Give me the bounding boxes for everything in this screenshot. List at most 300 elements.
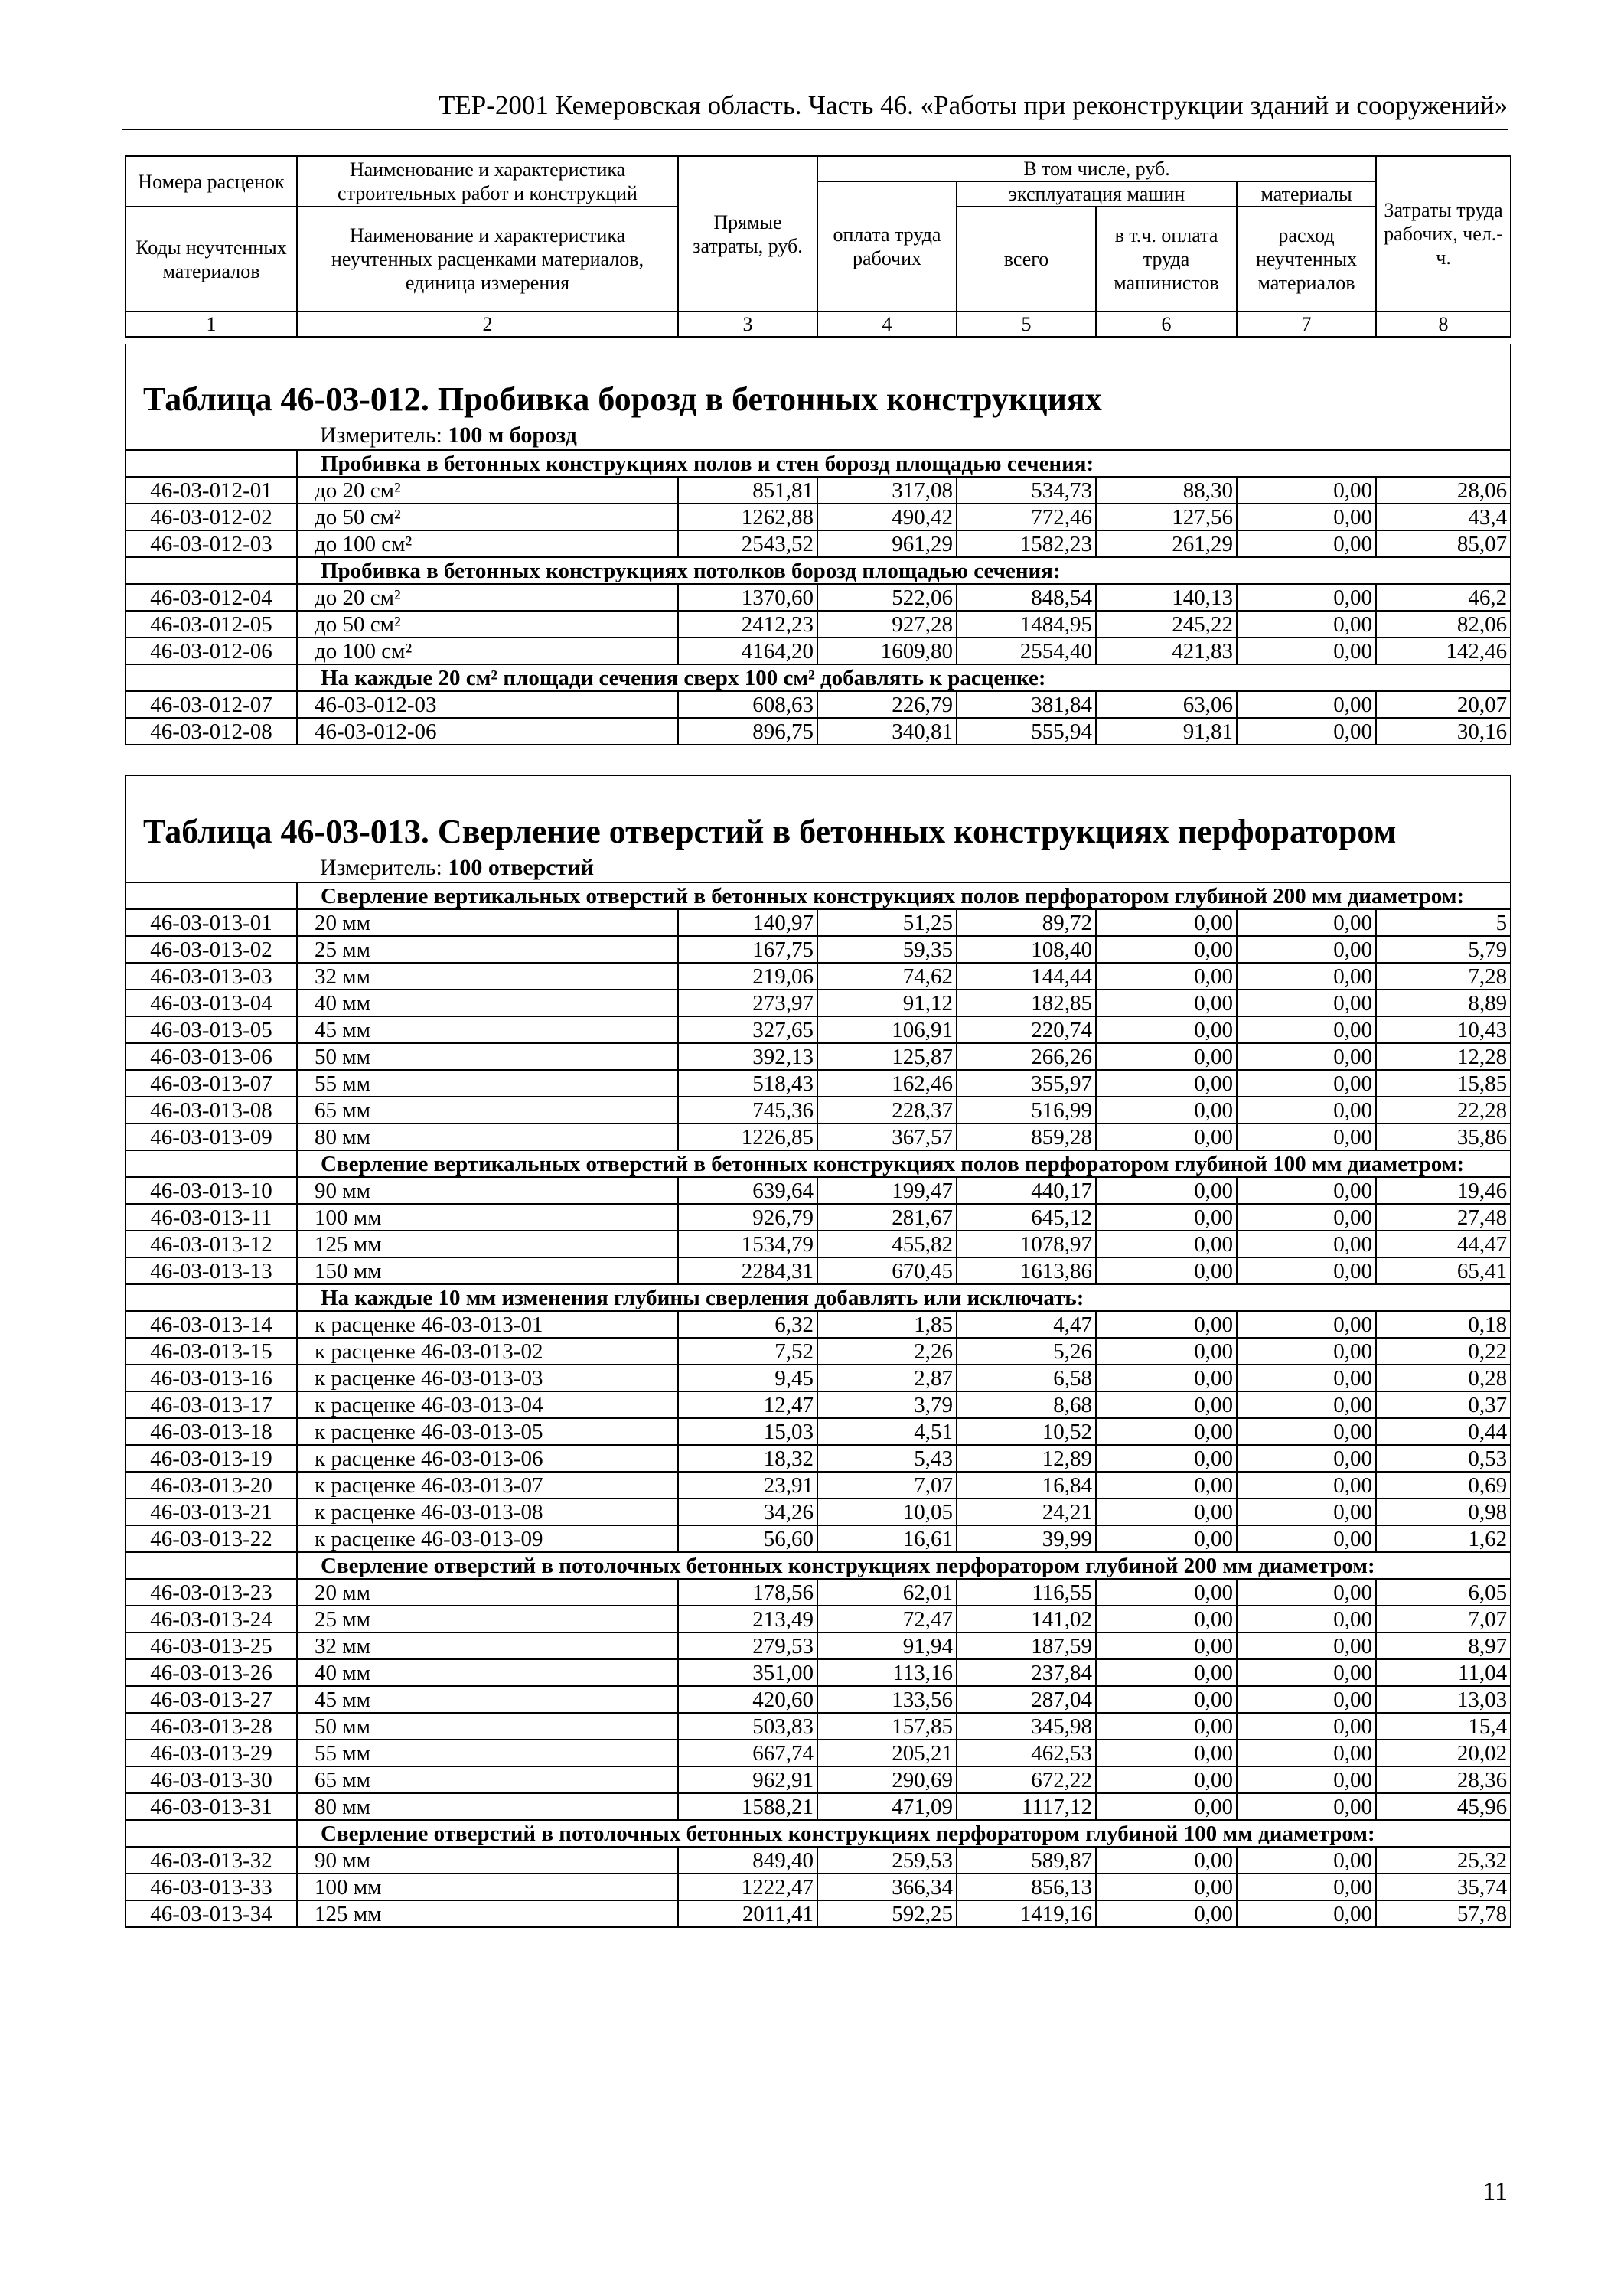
- machinist-pay: 0,00: [1096, 1713, 1237, 1740]
- materials-use: 0,00: [1237, 909, 1376, 936]
- table-row: [126, 1418, 1511, 1445]
- table-row: [126, 1740, 1511, 1766]
- direct-costs: 896,75: [678, 718, 817, 745]
- materials-use: 0,00: [1237, 611, 1376, 638]
- table-row: [126, 1445, 1511, 1472]
- table-row: [126, 1177, 1511, 1204]
- rate-tables: [125, 344, 1510, 1928]
- rate-code: 46-03-012-05: [126, 611, 297, 638]
- machine-total: 1419,16: [957, 1900, 1096, 1927]
- machinist-pay: 0,00: [1096, 1874, 1237, 1900]
- materials-use: 0,00: [1237, 936, 1376, 963]
- materials-use: 0,00: [1237, 1097, 1376, 1124]
- table-row: [126, 1231, 1511, 1257]
- group-row-code-cell: [126, 1552, 297, 1579]
- rate-code: 46-03-013-02: [126, 936, 297, 963]
- labor-costs: 0,44: [1376, 1418, 1511, 1445]
- worker-pay: 5,43: [817, 1445, 957, 1472]
- group-row-code-cell: [126, 1820, 297, 1847]
- work-description: 20 мм: [297, 1579, 678, 1606]
- rate-code: 46-03-012-03: [126, 530, 297, 557]
- rate-code: 46-03-013-09: [126, 1124, 297, 1150]
- labor-costs: 45,96: [1376, 1793, 1511, 1820]
- labor-costs: 30,16: [1376, 718, 1511, 745]
- rate-code: 46-03-013-01: [126, 909, 297, 936]
- rate-code: 46-03-013-28: [126, 1713, 297, 1740]
- labor-costs: 11,04: [1376, 1659, 1511, 1686]
- rate-code: 46-03-012-02: [126, 504, 297, 530]
- table-row: [126, 1766, 1511, 1793]
- table-row: [126, 691, 1511, 718]
- labor-costs: 82,06: [1376, 611, 1511, 638]
- machinist-pay: 421,83: [1096, 638, 1237, 664]
- worker-pay: 1609,80: [817, 638, 957, 664]
- rate-code: 46-03-013-10: [126, 1177, 297, 1204]
- worker-pay: 74,62: [817, 963, 957, 990]
- materials-use: 0,00: [1237, 1391, 1376, 1418]
- labor-costs: 0,98: [1376, 1499, 1511, 1525]
- table-row: [126, 1016, 1511, 1043]
- materials-use: 0,00: [1237, 1900, 1376, 1927]
- machinist-pay: 0,00: [1096, 1231, 1237, 1257]
- labor-costs: 65,41: [1376, 1257, 1511, 1284]
- worker-pay: 16,61: [817, 1525, 957, 1552]
- materials-use: 0,00: [1237, 1177, 1376, 1204]
- worker-pay: 199,47: [817, 1177, 957, 1204]
- work-description: 25 мм: [297, 936, 678, 963]
- materials-use: 0,00: [1237, 1016, 1376, 1043]
- header-material-codes: Коды неучтенных материалов: [126, 207, 297, 311]
- labor-costs: 12,28: [1376, 1043, 1511, 1070]
- labor-costs: 13,03: [1376, 1686, 1511, 1713]
- unit-value: 100 отверстий: [448, 855, 595, 880]
- table-row: [126, 1043, 1511, 1070]
- machine-total: 859,28: [957, 1124, 1096, 1150]
- labor-costs: 85,07: [1376, 530, 1511, 557]
- direct-costs: 420,60: [678, 1686, 817, 1713]
- group-title: На каждые 20 см² площади сечения сверх 100 см² добавлять к расценке:: [297, 664, 1511, 691]
- worker-pay: 106,91: [817, 1016, 957, 1043]
- table-row: [126, 1338, 1511, 1365]
- worker-pay: 259,53: [817, 1847, 957, 1874]
- labor-costs: 0,22: [1376, 1338, 1511, 1365]
- materials-use: 0,00: [1237, 1418, 1376, 1445]
- materials-use: 0,00: [1237, 1847, 1376, 1874]
- direct-costs: 18,32: [678, 1445, 817, 1472]
- labor-costs: 8,89: [1376, 990, 1511, 1016]
- machine-total: 4,47: [957, 1311, 1096, 1338]
- materials-use: 0,00: [1237, 990, 1376, 1016]
- work-description: до 50 см²: [297, 504, 678, 530]
- work-description: 90 мм: [297, 1177, 678, 1204]
- table-row: [126, 990, 1511, 1016]
- header-unaccounted-materials: расход неучтенных материалов: [1237, 207, 1376, 311]
- worker-pay: 113,16: [817, 1659, 957, 1686]
- machinist-pay: 91,81: [1096, 718, 1237, 745]
- machine-total: 39,99: [957, 1525, 1096, 1552]
- group-row-code-cell: [126, 1284, 297, 1311]
- table-row: [126, 1606, 1511, 1632]
- machine-total: 287,04: [957, 1686, 1096, 1713]
- work-description: до 100 см²: [297, 638, 678, 664]
- group-row-code-cell: [126, 1150, 297, 1177]
- labor-costs: 7,28: [1376, 963, 1511, 990]
- direct-costs: 273,97: [678, 990, 817, 1016]
- header-col-number: 2: [297, 311, 678, 337]
- machine-total: 266,26: [957, 1043, 1096, 1070]
- labor-costs: 22,28: [1376, 1097, 1511, 1124]
- work-description: 40 мм: [297, 990, 678, 1016]
- work-description: до 50 см²: [297, 611, 678, 638]
- table-caption-row: [126, 344, 1511, 422]
- worker-pay: 670,45: [817, 1257, 957, 1284]
- machine-total: 1117,12: [957, 1793, 1096, 1820]
- worker-pay: 7,07: [817, 1472, 957, 1499]
- rate-code: 46-03-013-03: [126, 963, 297, 990]
- worker-pay: 10,05: [817, 1499, 957, 1525]
- work-description: к расценке 46-03-013-08: [297, 1499, 678, 1525]
- materials-use: 0,00: [1237, 1499, 1376, 1525]
- rate-code: 46-03-013-17: [126, 1391, 297, 1418]
- machine-total: 10,52: [957, 1418, 1096, 1445]
- machine-total: 1078,97: [957, 1231, 1096, 1257]
- rate-code: 46-03-013-06: [126, 1043, 297, 1070]
- work-description: к расценке 46-03-013-03: [297, 1365, 678, 1391]
- machine-total: 772,46: [957, 504, 1096, 530]
- materials-use: 0,00: [1237, 1525, 1376, 1552]
- materials-use: 0,00: [1237, 1686, 1376, 1713]
- rate-code: 46-03-012-07: [126, 691, 297, 718]
- rate-code: 46-03-013-16: [126, 1365, 297, 1391]
- labor-costs: 46,2: [1376, 584, 1511, 611]
- direct-costs: 178,56: [678, 1579, 817, 1606]
- rate-code: 46-03-013-25: [126, 1632, 297, 1659]
- table-row: [126, 1632, 1511, 1659]
- work-description: к расценке 46-03-013-04: [297, 1391, 678, 1418]
- machine-total: 848,54: [957, 584, 1096, 611]
- labor-costs: 5: [1376, 909, 1511, 936]
- work-description: 25 мм: [297, 1606, 678, 1632]
- table-row: [126, 1659, 1511, 1686]
- materials-use: 0,00: [1237, 1257, 1376, 1284]
- table-row: [126, 1070, 1511, 1097]
- rate-code: 46-03-012-01: [126, 477, 297, 504]
- group-row: [126, 1820, 1511, 1847]
- table-row: [126, 909, 1511, 936]
- machine-total: 1582,23: [957, 530, 1096, 557]
- machine-total: 89,72: [957, 909, 1096, 936]
- machinist-pay: 0,00: [1096, 1338, 1237, 1365]
- materials-use: 0,00: [1237, 1793, 1376, 1820]
- labor-costs: 0,28: [1376, 1365, 1511, 1391]
- materials-use: 0,00: [1237, 1124, 1376, 1150]
- machinist-pay: 0,00: [1096, 963, 1237, 990]
- direct-costs: 213,49: [678, 1606, 817, 1632]
- machinist-pay: 0,00: [1096, 1900, 1237, 1927]
- header-materials: материалы: [1237, 181, 1376, 207]
- table-row: [126, 611, 1511, 638]
- materials-use: 0,00: [1237, 584, 1376, 611]
- header-direct-costs: Прямые затраты, руб.: [678, 156, 817, 311]
- rate-code: 46-03-013-15: [126, 1338, 297, 1365]
- worker-pay: 592,25: [817, 1900, 957, 1927]
- work-description: к расценке 46-03-013-05: [297, 1418, 678, 1445]
- table-row: [126, 718, 1511, 745]
- machine-total: 645,12: [957, 1204, 1096, 1231]
- materials-use: 0,00: [1237, 1632, 1376, 1659]
- machinist-pay: 0,00: [1096, 1204, 1237, 1231]
- labor-costs: 0,18: [1376, 1311, 1511, 1338]
- machinist-pay: 0,00: [1096, 1177, 1237, 1204]
- labor-costs: 20,02: [1376, 1740, 1511, 1766]
- group-title: На каждые 10 мм изменения глубины сверления добавлять или исключать:: [297, 1284, 1511, 1311]
- worker-pay: 366,34: [817, 1874, 957, 1900]
- rate-code: 46-03-013-33: [126, 1874, 297, 1900]
- machinist-pay: 0,00: [1096, 1740, 1237, 1766]
- direct-costs: 503,83: [678, 1713, 817, 1740]
- table-spacer-cell: [126, 745, 1511, 775]
- rate-code: 46-03-013-26: [126, 1659, 297, 1686]
- work-description: 90 мм: [297, 1847, 678, 1874]
- direct-costs: 167,75: [678, 936, 817, 963]
- header-col-number: 5: [957, 311, 1096, 337]
- work-description: 46-03-012-03: [297, 691, 678, 718]
- worker-pay: 490,42: [817, 504, 957, 530]
- unit-value: 100 м борозд: [448, 422, 577, 448]
- rate-code: 46-03-013-30: [126, 1766, 297, 1793]
- header-col-number: 7: [1237, 311, 1376, 337]
- table-spacer: [126, 745, 1511, 775]
- rate-code: 46-03-013-22: [126, 1525, 297, 1552]
- work-description: к расценке 46-03-013-07: [297, 1472, 678, 1499]
- machine-total: 220,74: [957, 1016, 1096, 1043]
- direct-costs: 2412,23: [678, 611, 817, 638]
- table-caption: Таблица 46-03-012. Пробивка борозд в бетонных конструкциях: [126, 344, 1511, 422]
- table-row: [126, 1847, 1511, 1874]
- table-caption: Таблица 46-03-013. Сверление отверстий в бетонных конструкциях перфоратором: [126, 775, 1511, 854]
- materials-use: 0,00: [1237, 963, 1376, 990]
- materials-use: 0,00: [1237, 1606, 1376, 1632]
- labor-costs: 0,53: [1376, 1445, 1511, 1472]
- group-title: Сверление отверстий в потолочных бетонных конструкциях перфоратором глубиной 100 мм диаметром:: [297, 1820, 1511, 1847]
- worker-pay: 290,69: [817, 1766, 957, 1793]
- worker-pay: 157,85: [817, 1713, 957, 1740]
- worker-pay: 317,08: [817, 477, 957, 504]
- materials-use: 0,00: [1237, 1070, 1376, 1097]
- table-row: [126, 1391, 1511, 1418]
- group-row: [126, 1552, 1511, 1579]
- machinist-pay: 0,00: [1096, 1499, 1237, 1525]
- work-description: к расценке 46-03-013-02: [297, 1338, 678, 1365]
- machinist-pay: 0,00: [1096, 1365, 1237, 1391]
- table-row: [126, 1365, 1511, 1391]
- direct-costs: 34,26: [678, 1499, 817, 1525]
- direct-costs: 1588,21: [678, 1793, 817, 1820]
- header-rule: [122, 129, 1508, 130]
- direct-costs: 518,43: [678, 1070, 817, 1097]
- machine-total: 856,13: [957, 1874, 1096, 1900]
- rate-code: 46-03-013-32: [126, 1847, 297, 1874]
- worker-pay: 1,85: [817, 1311, 957, 1338]
- header-machine-total: всего: [957, 207, 1096, 311]
- group-title: Пробивка в бетонных конструкциях полов и стен борозд площадью сечения:: [297, 450, 1511, 477]
- machinist-pay: 0,00: [1096, 1632, 1237, 1659]
- machinist-pay: 88,30: [1096, 477, 1237, 504]
- machinist-pay: 127,56: [1096, 504, 1237, 530]
- rate-code: 46-03-013-23: [126, 1579, 297, 1606]
- work-description: 65 мм: [297, 1097, 678, 1124]
- labor-costs: 35,86: [1376, 1124, 1511, 1150]
- machinist-pay: 0,00: [1096, 1257, 1237, 1284]
- header-work-name: Наименование и характеристика строительных работ и конструкций: [297, 156, 678, 207]
- machinist-pay: 140,13: [1096, 584, 1237, 611]
- work-description: 40 мм: [297, 1659, 678, 1686]
- group-row: [126, 882, 1511, 909]
- header-col-number: 3: [678, 311, 817, 337]
- worker-pay: 228,37: [817, 1097, 957, 1124]
- materials-use: 0,00: [1237, 1204, 1376, 1231]
- work-description: 150 мм: [297, 1257, 678, 1284]
- work-description: 100 мм: [297, 1874, 678, 1900]
- labor-costs: 28,06: [1376, 477, 1511, 504]
- machine-total: 24,21: [957, 1499, 1096, 1525]
- machinist-pay: 0,00: [1096, 1766, 1237, 1793]
- table-row: [126, 1472, 1511, 1499]
- machine-total: 141,02: [957, 1606, 1096, 1632]
- table-row: [126, 1793, 1511, 1820]
- machinist-pay: 0,00: [1096, 1445, 1237, 1472]
- machine-total: 237,84: [957, 1659, 1096, 1686]
- rates-table: [125, 344, 1511, 1928]
- table-row: [126, 1311, 1511, 1338]
- worker-pay: 522,06: [817, 584, 957, 611]
- machinist-pay: 0,00: [1096, 1472, 1237, 1499]
- table-row: [126, 1686, 1511, 1713]
- unit-cell: [297, 854, 1511, 882]
- direct-costs: 639,64: [678, 1177, 817, 1204]
- machine-total: 2554,40: [957, 638, 1096, 664]
- machine-total: 462,53: [957, 1740, 1096, 1766]
- worker-pay: 59,35: [817, 936, 957, 963]
- labor-costs: 19,46: [1376, 1177, 1511, 1204]
- table-row: [126, 1525, 1511, 1552]
- table-row: [126, 1124, 1511, 1150]
- materials-use: 0,00: [1237, 1445, 1376, 1472]
- machine-total: 5,26: [957, 1338, 1096, 1365]
- labor-costs: 0,69: [1376, 1472, 1511, 1499]
- direct-costs: 56,60: [678, 1525, 817, 1552]
- worker-pay: 2,87: [817, 1365, 957, 1391]
- machine-total: 589,87: [957, 1847, 1096, 1874]
- labor-costs: 20,07: [1376, 691, 1511, 718]
- worker-pay: 226,79: [817, 691, 957, 718]
- machinist-pay: 0,00: [1096, 1418, 1237, 1445]
- machinist-pay: 0,00: [1096, 1686, 1237, 1713]
- rate-code: 46-03-013-11: [126, 1204, 297, 1231]
- direct-costs: 279,53: [678, 1632, 817, 1659]
- worker-pay: 281,67: [817, 1204, 957, 1231]
- machine-total: 440,17: [957, 1177, 1096, 1204]
- group-row: [126, 557, 1511, 584]
- materials-use: 0,00: [1237, 1766, 1376, 1793]
- work-description: 50 мм: [297, 1043, 678, 1070]
- machinist-pay: 261,29: [1096, 530, 1237, 557]
- materials-use: 0,00: [1237, 1579, 1376, 1606]
- direct-costs: 962,91: [678, 1766, 817, 1793]
- rate-code: 46-03-013-29: [126, 1740, 297, 1766]
- materials-use: 0,00: [1237, 718, 1376, 745]
- machinist-pay: 0,00: [1096, 1311, 1237, 1338]
- work-description: 125 мм: [297, 1900, 678, 1927]
- work-description: 32 мм: [297, 963, 678, 990]
- table-row: [126, 530, 1511, 557]
- worker-pay: 367,57: [817, 1124, 957, 1150]
- worker-pay: 471,09: [817, 1793, 957, 1820]
- machine-total: 187,59: [957, 1632, 1096, 1659]
- header-including: В том числе, руб.: [817, 156, 1376, 181]
- worker-pay: 133,56: [817, 1686, 957, 1713]
- direct-costs: 849,40: [678, 1847, 817, 1874]
- labor-costs: 8,97: [1376, 1632, 1511, 1659]
- rate-code: 46-03-013-21: [126, 1499, 297, 1525]
- labor-costs: 142,46: [1376, 638, 1511, 664]
- header-material-names: Наименование и характеристика неучтенных расценками материалов, единица измерения: [297, 207, 678, 311]
- rate-code: 46-03-013-07: [126, 1070, 297, 1097]
- header-worker-pay: оплата труда рабочих: [817, 181, 957, 311]
- labor-costs: 27,48: [1376, 1204, 1511, 1231]
- machine-total: 1484,95: [957, 611, 1096, 638]
- header-machinist-pay: в т.ч. оплата труда машинистов: [1096, 207, 1237, 311]
- table-row: [126, 936, 1511, 963]
- table-row: [126, 1204, 1511, 1231]
- labor-costs: 10,43: [1376, 1016, 1511, 1043]
- machine-total: 381,84: [957, 691, 1096, 718]
- group-row-code-cell: [126, 882, 297, 909]
- materials-use: 0,00: [1237, 1338, 1376, 1365]
- rate-code: 46-03-013-14: [126, 1311, 297, 1338]
- group-row: [126, 1284, 1511, 1311]
- rate-code: 46-03-013-13: [126, 1257, 297, 1284]
- machinist-pay: 0,00: [1096, 936, 1237, 963]
- group-title: Пробивка в бетонных конструкциях потолков борозд площадью сечения:: [297, 557, 1511, 584]
- work-description: 20 мм: [297, 909, 678, 936]
- materials-use: 0,00: [1237, 1874, 1376, 1900]
- group-row: [126, 450, 1511, 477]
- rate-code: 46-03-012-08: [126, 718, 297, 745]
- machinist-pay: 245,22: [1096, 611, 1237, 638]
- worker-pay: 961,29: [817, 530, 957, 557]
- machinist-pay: 0,00: [1096, 1847, 1237, 1874]
- worker-pay: 205,21: [817, 1740, 957, 1766]
- table-row: [126, 638, 1511, 664]
- worker-pay: 91,94: [817, 1632, 957, 1659]
- direct-costs: 327,65: [678, 1016, 817, 1043]
- work-description: 80 мм: [297, 1793, 678, 1820]
- worker-pay: 162,46: [817, 1070, 957, 1097]
- work-description: 45 мм: [297, 1686, 678, 1713]
- work-description: 80 мм: [297, 1124, 678, 1150]
- work-description: до 20 см²: [297, 584, 678, 611]
- worker-pay: 3,79: [817, 1391, 957, 1418]
- direct-costs: 1262,88: [678, 504, 817, 530]
- machinist-pay: 0,00: [1096, 1391, 1237, 1418]
- machine-total: 6,58: [957, 1365, 1096, 1391]
- materials-use: 0,00: [1237, 530, 1376, 557]
- unit-label: Измеритель:: [320, 855, 442, 880]
- machinist-pay: 0,00: [1096, 1579, 1237, 1606]
- work-description: 50 мм: [297, 1713, 678, 1740]
- direct-costs: 140,97: [678, 909, 817, 936]
